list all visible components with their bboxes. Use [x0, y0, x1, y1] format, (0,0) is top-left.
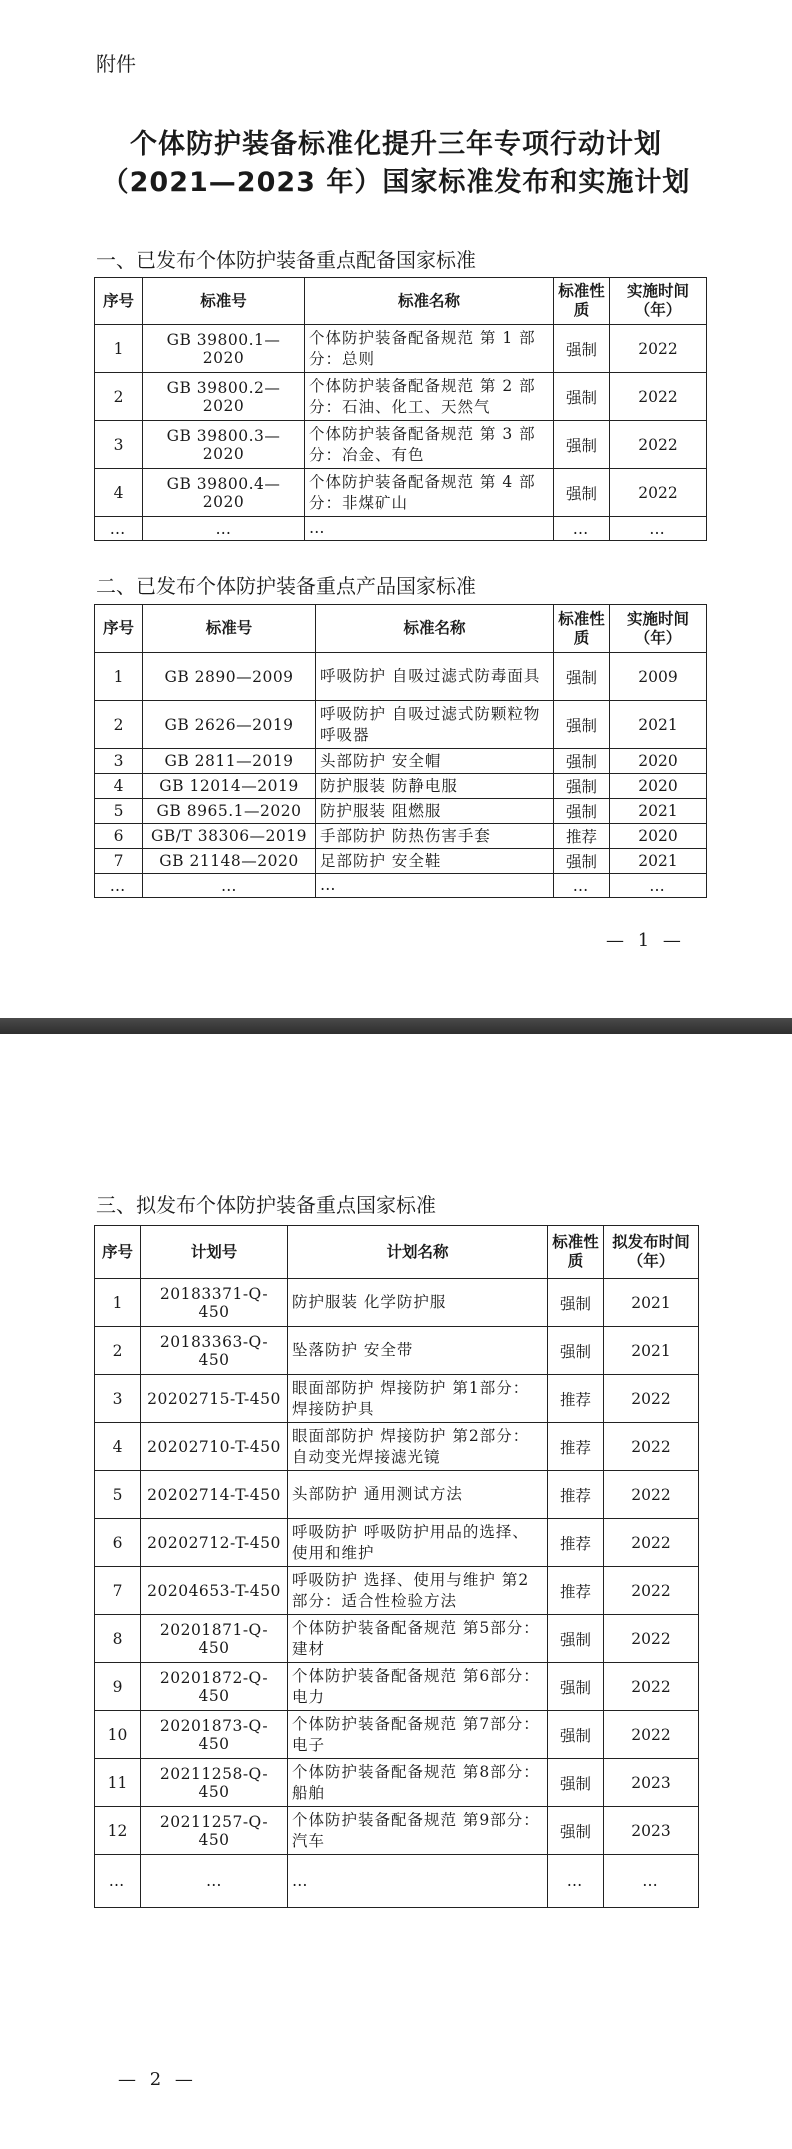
- published-product-standards-table: [94, 604, 707, 898]
- standard-code-cell: 20201871-Q-450: [141, 1615, 288, 1663]
- table-row: [95, 824, 707, 849]
- row-index-cell: 2: [95, 1327, 141, 1375]
- table-row: [95, 1375, 699, 1423]
- table-row: [95, 749, 707, 774]
- table-header-row: [95, 1226, 699, 1279]
- standard-code-cell: GB 2890—2009: [143, 653, 316, 701]
- standard-code-cell: 20202710-T-450: [141, 1423, 288, 1471]
- table-row: [95, 1855, 699, 1908]
- year-cell: 2009: [610, 653, 707, 701]
- row-index-cell: 7: [95, 1567, 141, 1615]
- page-separator: [0, 1018, 792, 1034]
- row-index-cell: 4: [95, 469, 143, 517]
- row-index-cell: 2: [95, 701, 143, 749]
- standard-type-cell: 强制: [554, 799, 610, 824]
- header-index: 序号: [95, 278, 143, 325]
- year-cell: 2023: [604, 1807, 699, 1855]
- header-name: 标准名称: [305, 278, 554, 325]
- header-name: 标准名称: [316, 605, 554, 653]
- header-name: 计划名称: [288, 1226, 548, 1279]
- standard-type-cell: 推荐: [548, 1423, 604, 1471]
- standard-type-cell: 强制: [548, 1279, 604, 1327]
- row-index-cell: 1: [95, 325, 143, 373]
- standard-type-cell: 推荐: [554, 824, 610, 849]
- standard-name-cell: …: [288, 1855, 548, 1908]
- year-cell: 2022: [610, 421, 707, 469]
- document-page-2: [0, 1034, 792, 2149]
- row-index-cell: 4: [95, 774, 143, 799]
- table-row: [95, 373, 707, 421]
- standard-code-cell: 20202712-T-450: [141, 1519, 288, 1567]
- standard-code-cell: …: [143, 874, 316, 898]
- standard-type-cell: 强制: [554, 469, 610, 517]
- standard-type-cell: 推荐: [548, 1567, 604, 1615]
- row-index-cell: …: [95, 874, 143, 898]
- row-index-cell: 5: [95, 799, 143, 824]
- document-title-line-1: 个体防护装备标准化提升三年专项行动计划: [130, 129, 662, 160]
- year-cell: …: [610, 874, 707, 898]
- standard-code-cell: GB 2626—2019: [143, 701, 316, 749]
- table-row: [95, 1807, 699, 1855]
- year-cell: 2020: [610, 824, 707, 849]
- standard-type-cell: 强制: [554, 325, 610, 373]
- standard-name-cell: 头部防护 安全帽: [316, 749, 554, 774]
- standard-code-cell: 20211257-Q-450: [141, 1807, 288, 1855]
- standard-type-cell: …: [548, 1855, 604, 1908]
- standard-code-cell: …: [141, 1855, 288, 1908]
- standard-name-cell: 个体防护装备配备规范 第 3 部分：冶金、有色: [305, 421, 554, 469]
- row-index-cell: 3: [95, 421, 143, 469]
- standard-name-cell: 呼吸防护 自吸过滤式防毒面具: [316, 653, 554, 701]
- standard-code-cell: GB 39800.2—2020: [143, 373, 305, 421]
- standard-name-cell: 呼吸防护 呼吸防护用品的选择、使用和维护: [288, 1519, 548, 1567]
- standard-code-cell: GB 39800.4—2020: [143, 469, 305, 517]
- header-index: 序号: [95, 1226, 141, 1279]
- year-cell: 2022: [610, 469, 707, 517]
- standard-name-cell: 防护服装 防静电服: [316, 774, 554, 799]
- standard-type-cell: 强制: [548, 1663, 604, 1711]
- row-index-cell: 8: [95, 1615, 141, 1663]
- year-cell: 2022: [610, 373, 707, 421]
- table-row: [95, 1327, 699, 1375]
- row-index-cell: 5: [95, 1471, 141, 1519]
- year-cell: 2022: [604, 1423, 699, 1471]
- standard-name-cell: 个体防护装备配备规范 第 1 部分：总则: [305, 325, 554, 373]
- table-row: [95, 1423, 699, 1471]
- standard-name-cell: 眼面部防护 焊接防护 第1部分：焊接防护具: [288, 1375, 548, 1423]
- standard-name-cell: 呼吸防护 自吸过滤式防颗粒物呼吸器: [316, 701, 554, 749]
- standard-code-cell: GB/T 38306—2019: [143, 824, 316, 849]
- year-cell: 2021: [610, 849, 707, 874]
- row-index-cell: 7: [95, 849, 143, 874]
- table-row: [95, 517, 707, 541]
- row-index-cell: …: [95, 1855, 141, 1908]
- header-index: 序号: [95, 605, 143, 653]
- standard-name-cell: 头部防护 通用测试方法: [288, 1471, 548, 1519]
- standard-type-cell: …: [554, 517, 610, 541]
- table-row: [95, 849, 707, 874]
- row-index-cell: 2: [95, 373, 143, 421]
- year-cell: 2021: [604, 1327, 699, 1375]
- year-cell: 2022: [604, 1471, 699, 1519]
- standard-type-cell: 强制: [548, 1327, 604, 1375]
- header-code: 标准号: [143, 605, 316, 653]
- standard-code-cell: 20202714-T-450: [141, 1471, 288, 1519]
- standard-name-cell: 个体防护装备配备规范 第 2 部分：石油、化工、天然气: [305, 373, 554, 421]
- year-cell: 2021: [610, 701, 707, 749]
- table-row: [95, 799, 707, 824]
- standard-type-cell: 强制: [548, 1807, 604, 1855]
- table-row: [95, 701, 707, 749]
- table-header-row: [95, 278, 707, 325]
- standard-name-cell: …: [316, 874, 554, 898]
- row-index-cell: 3: [95, 749, 143, 774]
- document-page-1: [0, 0, 792, 1018]
- row-index-cell: 11: [95, 1759, 141, 1807]
- standard-code-cell: GB 39800.3—2020: [143, 421, 305, 469]
- standard-code-cell: 20204653-T-450: [141, 1567, 288, 1615]
- standard-code-cell: 20201873-Q-450: [141, 1711, 288, 1759]
- standard-code-cell: GB 21148—2020: [143, 849, 316, 874]
- row-index-cell: 10: [95, 1711, 141, 1759]
- standard-name-cell: 防护服装 阻燃服: [316, 799, 554, 824]
- table-row: [95, 1663, 699, 1711]
- standard-code-cell: …: [143, 517, 305, 541]
- standard-type-cell: …: [554, 874, 610, 898]
- standard-name-cell: 个体防护装备配备规范 第6部分：电力: [288, 1663, 548, 1711]
- year-cell: 2020: [610, 749, 707, 774]
- header-year: 拟发布时间（年）: [604, 1226, 699, 1279]
- table-row: [95, 421, 707, 469]
- standard-code-cell: GB 2811—2019: [143, 749, 316, 774]
- page-number-2: — 2 —: [118, 2069, 197, 2090]
- standard-code-cell: GB 12014—2019: [143, 774, 316, 799]
- year-cell: 2022: [604, 1567, 699, 1615]
- row-index-cell: …: [95, 517, 143, 541]
- section-heading-3: 三、拟发布个体防护装备重点国家标准: [96, 1193, 436, 1217]
- row-index-cell: 4: [95, 1423, 141, 1471]
- standard-name-cell: 防护服装 化学防护服: [288, 1279, 548, 1327]
- standard-type-cell: 推荐: [548, 1519, 604, 1567]
- page-number-1: — 1 —: [606, 930, 685, 951]
- row-index-cell: 12: [95, 1807, 141, 1855]
- year-cell: 2022: [604, 1375, 699, 1423]
- row-index-cell: 6: [95, 824, 143, 849]
- table-row: [95, 1711, 699, 1759]
- header-type: 标准性质: [554, 605, 610, 653]
- table-row: [95, 653, 707, 701]
- row-index-cell: 9: [95, 1663, 141, 1711]
- standard-type-cell: 强制: [548, 1615, 604, 1663]
- standard-type-cell: 强制: [554, 749, 610, 774]
- standard-name-cell: 足部防护 安全鞋: [316, 849, 554, 874]
- standard-name-cell: 个体防护装备配备规范 第8部分：船舶: [288, 1759, 548, 1807]
- table-row: [95, 469, 707, 517]
- row-index-cell: 3: [95, 1375, 141, 1423]
- standard-name-cell: …: [305, 517, 554, 541]
- header-code: 计划号: [141, 1226, 288, 1279]
- row-index-cell: 1: [95, 653, 143, 701]
- year-cell: 2022: [604, 1711, 699, 1759]
- standard-code-cell: 20183371-Q-450: [141, 1279, 288, 1327]
- published-equipment-standards-table: [94, 277, 707, 541]
- table-row: [95, 325, 707, 373]
- standard-name-cell: 个体防护装备配备规范 第9部分：汽车: [288, 1807, 548, 1855]
- table-row: [95, 774, 707, 799]
- standard-name-cell: 个体防护装备配备规范 第7部分：电子: [288, 1711, 548, 1759]
- year-cell: …: [604, 1855, 699, 1908]
- table-row: [95, 1519, 699, 1567]
- standard-type-cell: 强制: [554, 653, 610, 701]
- year-cell: 2022: [610, 325, 707, 373]
- standard-code-cell: GB 39800.1—2020: [143, 325, 305, 373]
- standard-type-cell: 强制: [554, 701, 610, 749]
- standard-code-cell: 20211258-Q-450: [141, 1759, 288, 1807]
- standard-name-cell: 眼面部防护 焊接防护 第2部分：自动变光焊接滤光镜: [288, 1423, 548, 1471]
- year-cell: 2021: [610, 799, 707, 824]
- section-heading-1: 一、已发布个体防护装备重点配备国家标准: [96, 248, 476, 272]
- table-header-row: [95, 605, 707, 653]
- standard-type-cell: 强制: [548, 1711, 604, 1759]
- standard-type-cell: 强制: [554, 774, 610, 799]
- standard-name-cell: 坠落防护 安全带: [288, 1327, 548, 1375]
- standard-type-cell: 推荐: [548, 1375, 604, 1423]
- standard-name-cell: 个体防护装备配备规范 第 4 部分：非煤矿山: [305, 469, 554, 517]
- document-title-line-2: （2021—2023 年）国家标准发布和实施计划: [101, 167, 691, 198]
- table-row: [95, 1279, 699, 1327]
- table-row: [95, 1615, 699, 1663]
- year-cell: 2020: [610, 774, 707, 799]
- standard-name-cell: 呼吸防护 选择、使用与维护 第2部分：适合性检验方法: [288, 1567, 548, 1615]
- header-type: 标准性质: [548, 1226, 604, 1279]
- row-index-cell: 6: [95, 1519, 141, 1567]
- table-row: [95, 1471, 699, 1519]
- standard-type-cell: 强制: [554, 421, 610, 469]
- year-cell: 2021: [604, 1279, 699, 1327]
- standard-code-cell: GB 8965.1—2020: [143, 799, 316, 824]
- standard-code-cell: 20183363-Q-450: [141, 1327, 288, 1375]
- year-cell: 2022: [604, 1615, 699, 1663]
- year-cell: 2022: [604, 1663, 699, 1711]
- standard-name-cell: 个体防护装备配备规范 第5部分：建材: [288, 1615, 548, 1663]
- header-type: 标准性质: [554, 278, 610, 325]
- section-heading-2: 二、已发布个体防护装备重点产品国家标准: [96, 574, 476, 598]
- standard-name-cell: 手部防护 防热伤害手套: [316, 824, 554, 849]
- attachment-label: 附件: [96, 52, 136, 76]
- header-year: 实施时间（年）: [610, 278, 707, 325]
- standard-type-cell: 强制: [554, 849, 610, 874]
- planned-standards-table: [94, 1225, 699, 1908]
- year-cell: …: [610, 517, 707, 541]
- header-code: 标准号: [143, 278, 305, 325]
- table-row: [95, 1759, 699, 1807]
- standard-type-cell: 强制: [548, 1759, 604, 1807]
- standard-code-cell: 20202715-T-450: [141, 1375, 288, 1423]
- standard-code-cell: 20201872-Q-450: [141, 1663, 288, 1711]
- table-row: [95, 874, 707, 898]
- standard-type-cell: 推荐: [548, 1471, 604, 1519]
- standard-type-cell: 强制: [554, 373, 610, 421]
- year-cell: 2023: [604, 1759, 699, 1807]
- header-year: 实施时间（年）: [610, 605, 707, 653]
- table-row: [95, 1567, 699, 1615]
- year-cell: 2022: [604, 1519, 699, 1567]
- row-index-cell: 1: [95, 1279, 141, 1327]
